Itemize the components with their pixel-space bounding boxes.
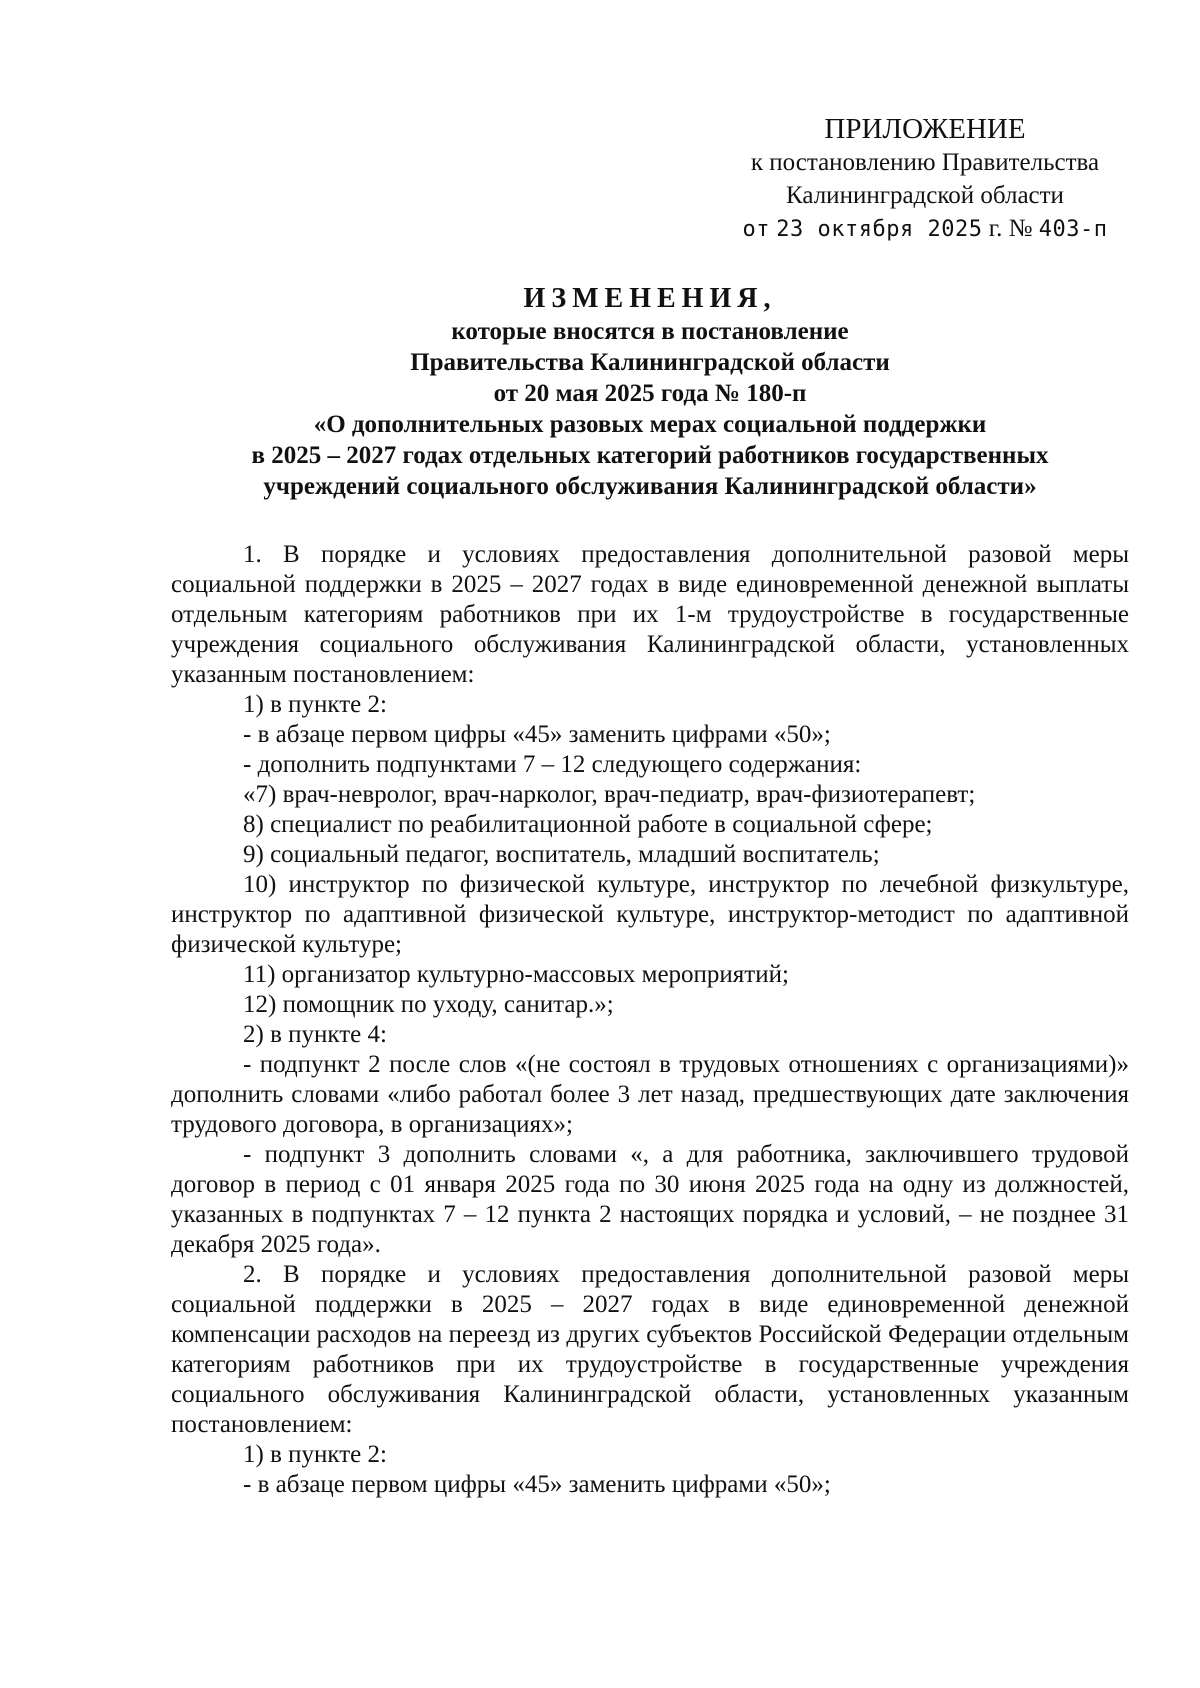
document-number: 403-п	[1038, 217, 1108, 242]
title-line-6: учреждений социального обслуживания Калининградской области»	[263, 473, 1037, 500]
item-line-10: 1) в пункте 2:	[243, 1441, 387, 1468]
document-title-block	[170, 282, 1130, 502]
appendix-line-1: к постановлению Правительства	[750, 149, 1100, 176]
paragraph-3: - подпункт 2 после слов «(не состоял в трудовых отношениях с организациями)» дополнить словами «либо работал более 3 лет назад, предшествующих дате заключения трудового договора, в организациях»;	[171, 1051, 1129, 1138]
appendix-title: ПРИЛОЖЕНИЕ	[824, 113, 1026, 145]
date-mid: г. №	[988, 215, 1033, 242]
appendix-header	[740, 112, 1110, 246]
appendix-date-line	[740, 212, 1110, 246]
item-line-6: 9) социальный педагог, воспитатель, младший воспитатель;	[243, 841, 880, 868]
item-line-3: - дополнить подпунктами 7 – 12 следующего содержания:	[243, 751, 862, 778]
item-line-4: «7) врач-невролог, врач-нарколог, врач-педиатр, врач-физиотерапевт;	[243, 781, 976, 808]
paragraph-4: - подпункт 3 дополнить словами «, а для работника, заключившего трудовой договор в период с 01 января 2025 года по 30 июня 2025 года на одну из должностей, указанных в подпунктах 7 – 12 пункта 2 настоящих порядка и условий, – не позднее 31 декабря 2025 года».	[171, 1141, 1129, 1258]
item-line-1: 1) в пункте 2:	[243, 691, 387, 718]
paragraph-5: 2. В порядке и условиях предоставления дополнительной разовой меры социальной поддержки в 2025 – 2027 годах в виде единовременной денежной компенсации расходов на переезд из других субъектов Российской Федерации отдельным категориям работников при их трудоустройстве в государственные учреждения социального обслуживания Калининградской области, установленных указанным постановлением:	[171, 1261, 1129, 1438]
item-line-5: 8) специалист по реабилитационной работе в социальной сфере;	[243, 811, 933, 838]
appendix-line-2: Калининградской области	[786, 182, 1064, 209]
date-typed: 23 октября 2025	[776, 217, 983, 242]
title-line-5: в 2025 – 2027 годах отдельных категорий работников государственных	[251, 442, 1049, 469]
paragraph-1: 1. В порядке и условиях предоставления дополнительной разовой меры социальной поддержки в 2025 – 2027 годах в виде единовременной денежной выплаты отдельным категориям работников при их 1-м трудоустройстве в государственные учреждения социального обслуживания Калининградской области, установленных указанным постановлением:	[171, 541, 1129, 688]
title-line-2: Правительства Калининградской области	[410, 349, 890, 376]
date-prefix: от	[742, 217, 771, 242]
paragraph-2: 10) инструктор по физической культуре, инструктор по лечебной физкультуре, инструктор по адаптивной физической культуре, инструктор-методист по адаптивной физической культуре;	[171, 871, 1129, 958]
title-line-3: от 20 мая 2025 года № 180-п	[493, 380, 807, 407]
item-line-2: - в абзаце первом цифры «45» заменить цифрами «50»;	[243, 721, 831, 748]
item-line-8: 12) помощник по уходу, санитар.»;	[243, 991, 614, 1018]
document-body	[171, 540, 1129, 1500]
title-line-1: которые вносятся в постановление	[451, 318, 849, 345]
item-line-7: 11) организатор культурно-массовых мероприятий;	[243, 961, 789, 988]
title-main: ИЗМЕНЕНИЯ,	[523, 283, 777, 314]
item-line-11: - в абзаце первом цифры «45» заменить цифрами «50»;	[243, 1471, 831, 1498]
title-line-4: «О дополнительных разовых мерах социальной поддержки	[313, 411, 987, 438]
item-line-9: 2) в пункте 4:	[243, 1021, 387, 1048]
